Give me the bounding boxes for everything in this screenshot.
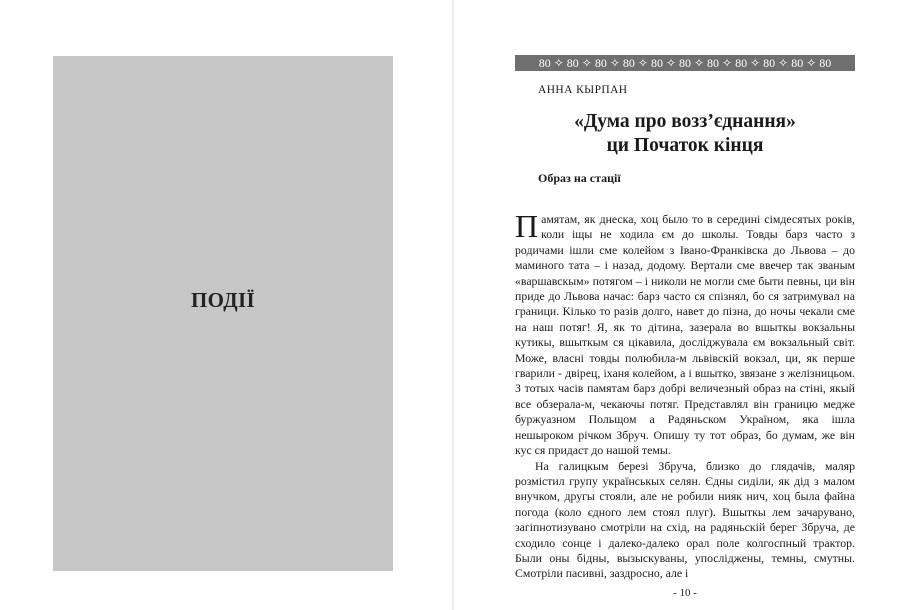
paragraph-1 xyxy=(515,200,855,459)
article-title-line-1: «Дума про возз’єднання» xyxy=(574,111,796,132)
article-author: АННА КЫРПАН xyxy=(538,84,628,96)
drop-cap: П xyxy=(515,208,539,244)
left-page xyxy=(0,0,452,610)
article-title-line-2: ци Початок кінця xyxy=(606,135,764,156)
right-page xyxy=(455,0,905,610)
paragraph-2: На галицкым березі Збруча, близко до глядачів, маляр розмістил групу українськых селян. Єдны сиділи, як дід з малом внучком, другы стояли, але не робили нияк нич, хоц была файна погода (коло єдного лем стоял плуг). Вшыткы лем зачарувано, загіпнотизувано смотріли на схід, на радяньскій берег Збруча, де сходило сонце і далеко-далеко орал поле колгоспный трактор. Были оны бідны, вызыскуваны, упосліджены, темны, смутны. Смотріли пасивні, заздросно, але і xyxy=(515,458,855,581)
paragraph-1-text: амятам, як днеска, хоц было то в середині сімдесятых років, коли іщы не ходила єм до школы. Товды барз часто з родичами ішли сме колейом з Івано-Франківска до Львова – до маминого тата – і назад, додому. Вертали сме ввечер так званым «варшавскым» потягом – і николи не могли сме быти певны, ци він приде до Львова начас: барз часто ся спізнял, бо ся затримувал на граници. Кілько то разів долго, навет до пізна, до ночы чекали сме на наш потяг! Я, як то дітина, зазерала во вшыткы вокзальны кутикы, вшыткым ся цікавила, досліджувала єм вокзальный світ. Може, власні товды полюбила-м львівскій вокзал, ци, як перше гварили - двірец, іханя колейом, а і вшытко, звязане з желізницьом. З тотых часів памятам барз добрі величезный образ на стіні, якый все обзерала-м, чекаючы потяг. Представлял він границю медже буржуазном Польщом а Радяньском Україном, яка ішла нешыроком річком Збруч. Опишу ту тот образ, бо думам, же він кус ся придаст до нашой темы. xyxy=(515,212,855,458)
article-title xyxy=(515,110,855,158)
section-title-panel xyxy=(53,56,393,571)
article-body xyxy=(515,200,855,582)
header-ornament-band: 80 ✧ 80 ✧ 80 ✧ 80 ✧ 80 ✧ 80 ✧ 80 ✧ 80 ✧ 80 ✧ 80 ✧ 80 xyxy=(515,55,855,71)
article-subheading: Образ на стації xyxy=(538,171,621,185)
page-number: - 10 - xyxy=(673,587,697,599)
section-title: ПОДІЇ xyxy=(191,288,255,312)
